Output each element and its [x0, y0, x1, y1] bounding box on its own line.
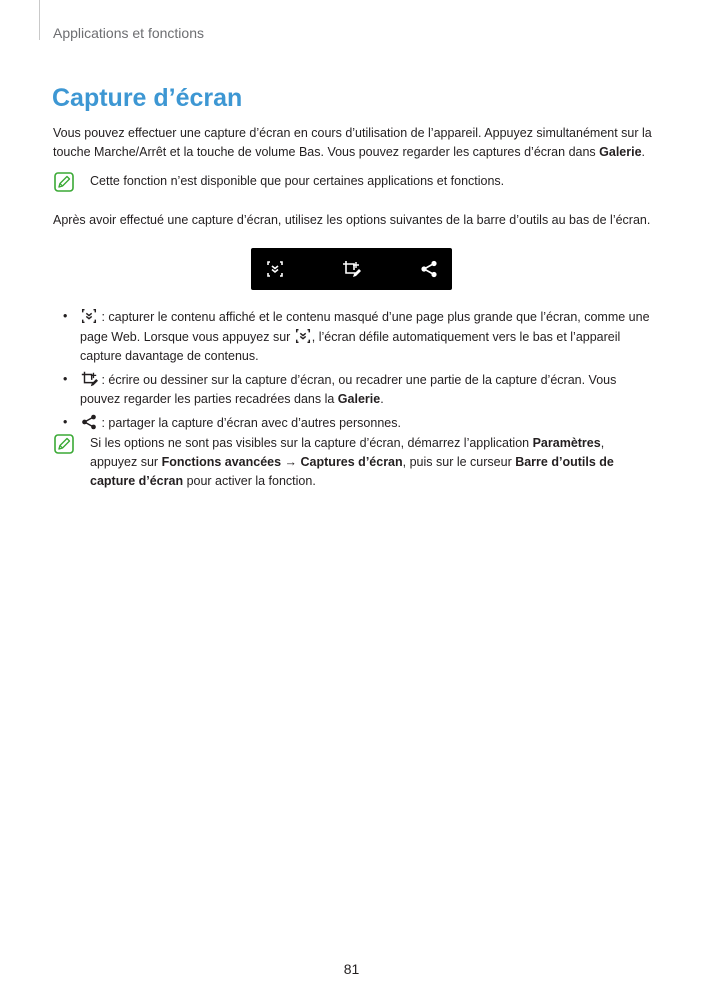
note2-text-d: pour activer la fonction.: [183, 474, 316, 488]
header-margin-line: [39, 0, 40, 40]
edit-crop-icon: [80, 370, 98, 388]
edit-gallery-bold: Galerie: [337, 392, 381, 406]
intro-paragraph: [53, 124, 653, 162]
toolbar-switch-bold: Barre d’outils de capture d’écran: [90, 455, 614, 488]
edit-description: : écrire ou dessiner sur la capture d’écran, ou recadrer une partie de la capture d’écran. Vous pouvez regarder les parties recadrées dans la: [80, 373, 617, 406]
intro-text: Vous pouvez effectuer une capture d’écran en cours d’utilisation de l’appareil. Appuyez simultanément sur la touche Marche/Arrêt et la touche de volume Bas. Vous pouvez regarder les captures d’écran dans: [53, 126, 652, 159]
note-block-availability: [53, 172, 653, 191]
list-item-edit: [53, 370, 653, 409]
toolbar-intro-paragraph: Après avoir effectué une capture d’écran, utilisez les options suivantes de la barre d’outils au bas de l’écran.: [53, 213, 651, 227]
edit-period: .: [380, 392, 384, 406]
toolbar-options-list: [53, 307, 653, 437]
note2-text-b: , appuyez sur: [90, 436, 605, 469]
bullet-dot: •: [63, 415, 68, 429]
list-item-scroll-capture: [53, 307, 653, 366]
list-item-share: [53, 413, 653, 433]
note2-text-c: , puis sur le curseur: [402, 455, 516, 469]
settings-app-bold: Paramètres: [532, 436, 601, 450]
advanced-features-bold: Fonctions avancées: [161, 455, 282, 469]
share-description: : partager la capture d’écran avec d’autres personnes.: [98, 416, 401, 430]
running-head: Applications et fonctions: [53, 25, 204, 41]
note-pencil-icon: [54, 434, 74, 454]
bullet-dot: •: [63, 372, 68, 386]
edit-crop-icon[interactable]: [341, 259, 361, 279]
note-text: Cette fonction n’est disponible que pour certaines applications et fonctions.: [90, 174, 505, 188]
scroll-capture-icon[interactable]: [265, 259, 285, 279]
arrow-separator: →: [281, 455, 301, 469]
intro-gallery-bold: Galerie: [599, 145, 642, 159]
note-text: [90, 434, 653, 491]
bullet-dot: •: [63, 309, 68, 323]
scroll-capture-icon: [80, 307, 98, 325]
page-title: Capture d’écran: [52, 84, 243, 112]
page-number: 81: [343, 961, 360, 977]
note-block-settings: [53, 434, 653, 491]
screenshot-toolbar: [251, 248, 452, 290]
share-icon[interactable]: [419, 259, 439, 279]
note-pencil-icon: [54, 172, 74, 192]
scroll-capture-icon: [294, 327, 312, 345]
screenshots-bold: Captures d’écran: [300, 455, 403, 469]
scroll-capture-description-end: , l’écran défile automatiquement vers le bas et l’appareil capture davantage de contenus.: [80, 330, 621, 363]
scroll-capture-description: : capturer le contenu affiché et le contenu masqué d’une page plus grande que l’écran, comme une page Web. Lorsque vous appuyez sur: [80, 310, 650, 344]
intro-period: .: [641, 145, 646, 159]
note2-text-a: Si les options ne sont pas visibles sur la capture d’écran, démarrez l’application: [90, 436, 533, 450]
share-icon: [80, 413, 98, 431]
